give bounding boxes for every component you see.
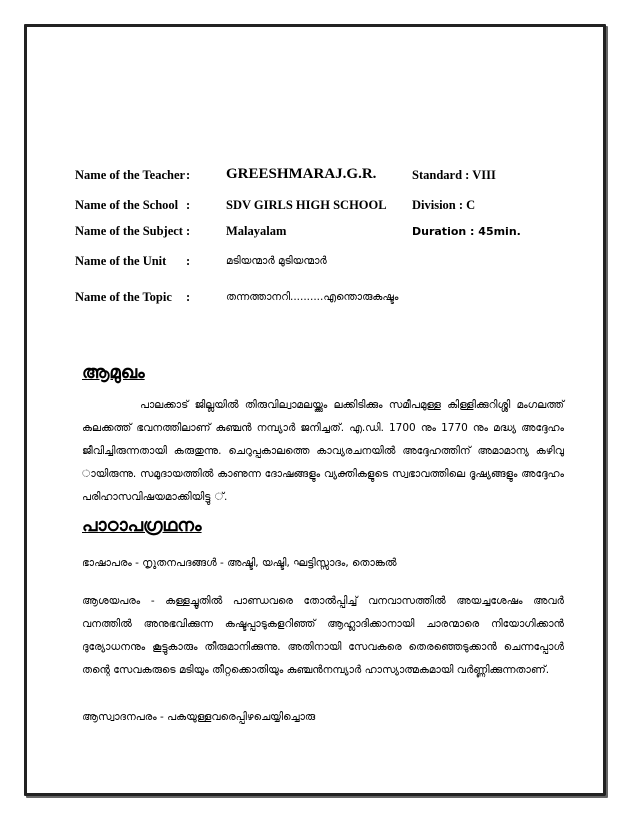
language-paragraph: ഭാഷാപരം - നൃുതനപദങ്ങൾ - അഷ്ടി, യഷ്ടി, ഘട്ടിസ്സാദം, തൊങ്കൽ — [82, 557, 397, 569]
lesson-info — [75, 168, 545, 312]
analysis-heading: പാഠാപഗ്രഥനം — [82, 515, 202, 536]
teacher-label: Name of the Teacher — [75, 168, 186, 182]
intro-heading: ആമുഖം — [82, 362, 145, 383]
unit-label: Name of the Unit — [75, 254, 167, 268]
teacher-name: GREESHMARAJ.G.R. — [226, 166, 377, 182]
unit-row — [75, 254, 545, 276]
topic-colon: : — [186, 290, 191, 304]
subject-colon: : — [186, 224, 191, 238]
subject-label: Name of the Subject — [75, 224, 183, 238]
school-name: SDV GIRLS HIGH SCHOOL — [226, 198, 387, 212]
duration-text: Duration : 45min. — [412, 225, 521, 238]
subject-name: Malayalam — [226, 224, 287, 238]
topic-label: Name of the Topic — [75, 290, 172, 304]
teacher-colon: : — [186, 168, 191, 182]
school-colon: : — [186, 198, 191, 212]
school-label: Name of the School — [75, 198, 179, 212]
subject-row — [75, 224, 545, 246]
unit-colon: : — [186, 254, 191, 268]
school-row — [75, 198, 545, 220]
appreciation-paragraph: ആസ്വാദനപരം - പകയുള്ളവരെപ്പിഴചെയ്യിച്ചൊരു — [82, 711, 316, 723]
concept-paragraph: ആശയപരം - കള്ളച്ചൂതിൽ പാണ്ഡവരെ തോൽപ്പിച്ച് വനവാസത്തിൽ അയച്ചശേഷം അവർ വനത്തിൽ അനുഭവിക്കുന്ന കഷ്ടപ്പാടുകളറിഞ്ഞ് ആഹ്ലാദിക്കാനായി ചാരന്മാരെ നിയോഗിക്കാൻ ദുര്യോധനനും കൂട്ടുകാരും തീരുമാനിക്കുന്നു. അതിനായി സേവകരെ തെരഞ്ഞെടുക്കാൻ ചെന്നപ്പോൾ തന്റെ സേവകരുടെ മടിയും തീറ്റക്കൊതിയും കുഞ്ചൻനമ്പ്യാർ ഹാസ്യാത്മകമായി വർണ്ണിക്കുന്നതാണ്. — [82, 595, 564, 676]
unit-name: മടിയന്മാർ മുടിയന്മാർ — [226, 255, 327, 267]
topic-name: തന്നത്താനറി..........എന്തൊരുകഷ്ടം — [226, 291, 399, 303]
topic-row — [75, 290, 545, 312]
intro-paragraph: പാലക്കാട് ജില്ലയിൽ തിരുവില്വാമലയ്ക്കും ലക്കിടിക്കും സമീപമുള്ള കിള്ളിക്കുറിശ്ശി മംഗലത്ത് കലക്കത്ത് ഭവനത്തിലാണ് കുഞ്ചൻ നമ്പ്യാർ ജനിച്ചത്. എ.ഡി. 1700 നും 1770 നും മദ്ധ്യ അദ്ദേഹം ജീവിച്ചിരുന്നതായി കരുതുന്നു. ചെറുപ്പകാലത്തെ കാവ്യരചനയിൽ അദ്ദേഹത്തിന് അമാമാന്യ കഴിവു ായിരുന്നു. സമുദായത്തിൽ കാണുന്ന ദോഷങ്ങളും വ്യക്തികളുടെ സ്വഭാവത്തിലെ ദൂഷ്യങ്ങളും അദ്ദേഹം പരിഹാസവിഷയമാക്കിയിട്ടു ്. — [82, 399, 564, 503]
teacher-row — [75, 168, 545, 190]
standard-text: Standard : VIII — [412, 168, 496, 182]
division-text: Division : C — [412, 198, 476, 212]
